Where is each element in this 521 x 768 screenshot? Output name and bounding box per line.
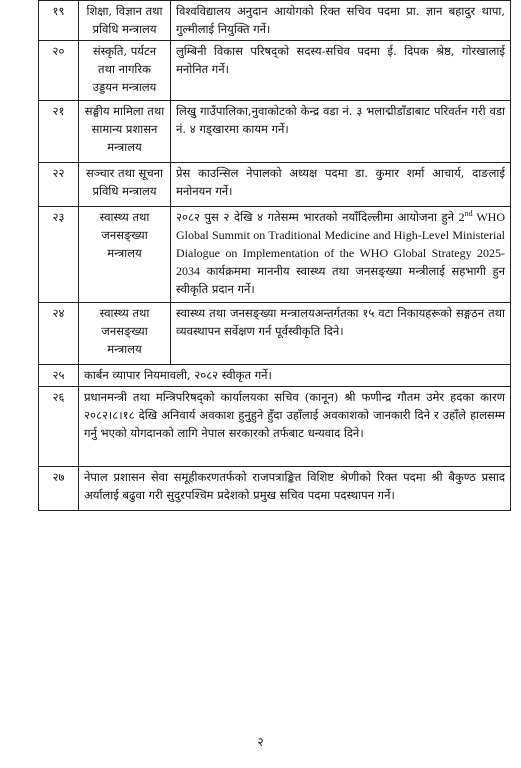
decisions-table xyxy=(38,0,511,511)
decision-cell: लुम्बिनी विकास परिषद्को सदस्य-सचिव पदमा ई. दिपक श्रेष्ठ, गोरखालाई मनोनित गर्ने। xyxy=(171,41,511,101)
row-number: २० xyxy=(39,41,79,101)
decision-cell: स्वास्थ्य तथा जनसङ्ख्या मन्त्रालयअन्तर्गतका १५ वटा निकायहरूको सङ्गठन तथा व्यवस्थापन सर्वेक्षण गर्न पूर्वस्वीकृति दिने। xyxy=(171,303,511,365)
table-row xyxy=(39,163,511,207)
page-number: २ xyxy=(257,735,264,749)
ministry-cell: शिक्षा, विज्ञान तथा प्रविधि मन्त्रालय xyxy=(79,1,171,41)
row-number: २४ xyxy=(39,303,79,365)
table-row xyxy=(39,101,511,163)
row-number: १९ xyxy=(39,1,79,41)
table-row xyxy=(39,1,511,41)
decision-cell: प्रधानमन्त्री तथा मन्त्रिपरिषद्को कार्यालयका सचिव (कानून) श्री फणीन्द्र गौतम उमेर हदका कारण २०८२।८।१८ देखि अनिवार्य अवकाश हुनुहुने हुँदा उहाँलाई अवकाशको जानकारी दिने र उहाँले हालसम्म गर्नु भएको योगदानको लागि नेपाल सरकारको तर्फबाट धन्यवाद दिने। xyxy=(79,387,511,467)
row-number: २६ xyxy=(39,387,79,467)
table-row xyxy=(39,303,511,365)
decision-text-part: कार्यक्रममा माननीय स्वास्थ्य तथा जनसङ्ख्या मन्त्रीलाई सहभागी हुन स्वीकृति प्रदान गर्ने। xyxy=(176,264,505,296)
decision-cell: प्रेस काउन्सिल नेपालको अध्यक्ष पदमा डा. कुमार शर्मा आचार्य, दाङलाई मनोनयन गर्ने। xyxy=(171,163,511,207)
decision-english-ordinal: 2 xyxy=(458,210,465,224)
table-row xyxy=(39,467,511,511)
decision-english-text: WHO Global Summit on Traditional Medicine and High-Level Ministerial Dialogue on Implementation of the WHO Global Strategy 2025-2034 xyxy=(176,210,505,278)
decision-cell: नेपाल प्रशासन सेवा समूहीकरणतर्फको राजपत्राङ्कित विशिष्ट श्रेणीको रिक्त पदमा श्री बैकुण्ठ प्रसाद अर्यालाई बढुवा गरी सुदुरपश्चिम प्रदेशको प्रमुख सचिव पदमा पदस्थापन गर्ने। xyxy=(79,467,511,511)
ministry-cell: स्वास्थ्य तथा जनसङ्ख्या मन्त्रालय xyxy=(79,207,171,303)
table-row xyxy=(39,207,511,303)
decision-english-ordinal-suffix: nd xyxy=(464,209,473,218)
table-row xyxy=(39,365,511,387)
table-row xyxy=(39,41,511,101)
row-number: २७ xyxy=(39,467,79,511)
decision-cell: लिखु गाउँपालिका,नुवाकोटको केन्द्र वडा नं. ३ भलाद्मीडाँडाबाट परिवर्तन गरी वडा नं. ४ गड्खारमा कायम गर्ने। xyxy=(171,101,511,163)
decision-text-part: २०८२ पुस २ देखि ४ गतेसम्म भारतको नयाँदिल्लीमा आयोजना हुने xyxy=(176,210,459,224)
table-row xyxy=(39,387,511,467)
ministry-cell: सङ्घीय मामिला तथा सामान्य प्रशासन मन्त्रालय xyxy=(79,101,171,163)
row-number: २५ xyxy=(39,365,79,387)
ministry-cell: संस्कृति, पर्यटन तथा नागरिक उड्डयन मन्त्रालय xyxy=(79,41,171,101)
decision-cell: कार्बन व्यापार नियमावली, २०८२ स्वीकृत गर्ने। xyxy=(79,365,511,387)
ministry-cell: सञ्चार तथा सूचना प्रविधि मन्त्रालय xyxy=(79,163,171,207)
row-number: २१ xyxy=(39,101,79,163)
ministry-cell: स्वास्थ्य तथा जनसङ्ख्या मन्त्रालय xyxy=(79,303,171,365)
decision-cell: विश्वविद्यालय अनुदान आयोगको रिक्त सचिव पदमा प्रा. ज्ञान बहादुर थापा, गुल्मीलाई नियुक्ति गर्ने। xyxy=(171,1,511,41)
row-number: २३ xyxy=(39,207,79,303)
decision-cell xyxy=(171,207,511,303)
row-number: २२ xyxy=(39,163,79,207)
